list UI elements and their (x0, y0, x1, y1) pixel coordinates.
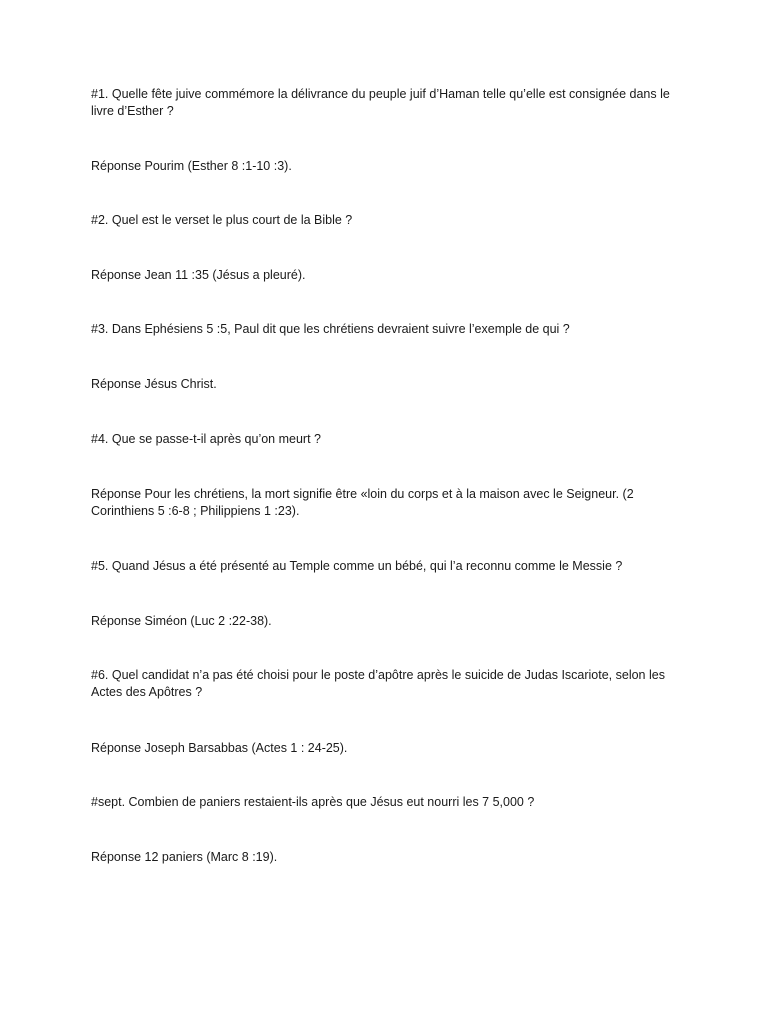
question-4: #4. Que se passe-t-il après qu’on meurt ? (91, 432, 321, 446)
answer-7: Réponse 12 paniers (Marc 8 :19). (91, 850, 278, 864)
answer-1: Réponse Pourim (Esther 8 :1-10 :3). (91, 159, 292, 173)
answer-5: Réponse Siméon (Luc 2 :22-38). (91, 614, 272, 628)
question-3: #3. Dans Ephésiens 5 :5, Paul dit que les chrétiens devraient suivre l’exemple de qui ? (91, 322, 570, 336)
question-1: #1. Quelle fête juive commémore la délivrance du peuple juif d’Haman telle qu’elle est consignée dans le livre d’Esther ? (91, 87, 670, 118)
question-5: #5. Quand Jésus a été présenté au Temple comme un bébé, qui l’a reconnu comme le Messie ? (91, 559, 623, 573)
question-2: #2. Quel est le verset le plus court de la Bible ? (91, 213, 353, 227)
answer-3: Réponse Jésus Christ. (91, 377, 217, 391)
question-7: #sept. Combien de paniers restaient-ils après que Jésus eut nourri les 7 5,000 ? (91, 795, 535, 809)
answer-6: Réponse Joseph Barsabbas (Actes 1 : 24-25). (91, 741, 348, 755)
question-6: #6. Quel candidat n’a pas été choisi pour le poste d’apôtre après le suicide de Judas Iscariote, selon les Actes des Apôtres ? (91, 668, 665, 699)
answer-4: Réponse Pour les chrétiens, la mort signifie être «loin du corps et à la maison avec le Seigneur. (2 Corinthiens 5 :6-8 ; Philippiens 1 :23). (91, 487, 634, 518)
answer-2: Réponse Jean 11 :35 (Jésus a pleuré). (91, 268, 306, 282)
